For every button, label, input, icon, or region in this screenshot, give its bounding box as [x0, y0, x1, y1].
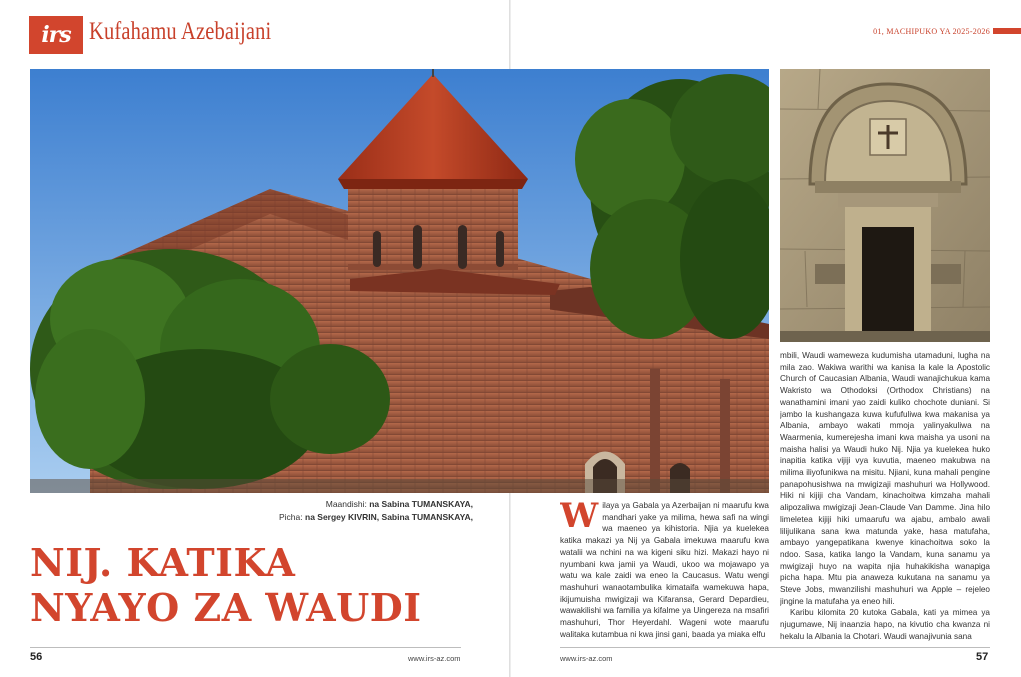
article-paragraph: Karibu kilomita 20 kutoka Gabala, kati ya mimea ya njugumawe, Nij inaanzia hapo, na kivutio cha kwanza ni hekalu la Albania la Chotari. Waudi wanajivunia sana	[780, 608, 990, 641]
issue-date: 01, MACHIPUKO YA 2025-2026	[873, 27, 990, 36]
irs-logo	[29, 16, 83, 54]
article-paragraph	[560, 500, 769, 640]
article-paragraph: mbili, Waudi wameweza kudumisha utamaduni, lugha na mila zao. Wakiwa warithi wa kanisa la kale la Apostolic Church of Caucasian Albania, Waudi wanajichukua kama Wakristo wa Othodoksi (Orthodox Christians) na wanathamini imani yao zaidi kuliko chochote duniani. Si jambo la kushangaza kuwa kufufuliwa kwa makanisa ya Albania, ambayo wakati mmoja yalinyakuliwa na Waarmenia, kumerejesha imani kwa maisha ya usoni na maisha halisi ya Waudi huko Nij. Njia ya kuelekea huko inapitia katika vijiji vya kuvutia, maeneo makubwa na milima iliyofunikwa na misitu. Njiani, kuna mahali pengine panapohusishwa na mwigizaji mashuhuri wa Hollywood. Hiki ni kijiji cha Vandam, kinachoitwa kimzaha mahali alipozaliwa mwigizaji Jean-Claude Van Damme. Jina hilo limeleteа kijiji hiki umaarufu wa ajabu, ambalo awali lilijulikana sana kwa matunda yake, hasa matufaha, ambayo yangepatikana kwenye kinachoitwa soko la ndoo. Sasa, katika lango la Vandam, kuna sanamu ya mwigizaji huyo na wapita njia huhakikisha wanapiga picha hapa. Mtu pia anaweza kukutana na sanamu ya Steve Jobs, mwanzilishi mashuhuri wa Apple – rejeleo jingine la matufaha ya eneo hili.	[780, 351, 990, 606]
article-text-col1: ilaya ya Gabala ya Azerbaijan ni maarufu kwa mandhari yake ya milima, hewa safi na wingi wa maeneo ya kihistoria. Njia ya kuelekea katika makazi ya Nij ya Gabala imekuwa maarufu kwa watalii wa nchini na wa kigeni siku hizi. Makazi hayo ni nyumbani kwa jamii ya Waudi, ukoo wa mojawapo ya watu wa kale zaidi wa eneo la Caucasus. Watu wengi mashuhuri wanaotambulika kimataifa wamekuwa hapa, ikijumuisha mwigizaji wa Kifaransa, Gerard Depardieu, wawakilishi wa familia ya kifalme ya Uingereza na msafiri mashuhuri, Thor Heyerdahl. Wageni wote maarufu walitaka kutambua ni kwa jinsi gani, baada ya miaka elfu	[560, 501, 769, 639]
headline-line-2: NYAYO ZA WAUDI	[30, 585, 422, 630]
carved-portal-photo	[780, 69, 990, 342]
page-number-right: 57	[976, 651, 989, 663]
footer-rule-left	[30, 647, 461, 648]
photo-names: na Sergey KIVRIN, Sabina TUMANSKAYA,	[305, 512, 473, 522]
church-photo	[30, 69, 769, 493]
page-number-left: 56	[30, 651, 43, 663]
article-column-1	[560, 500, 769, 646]
irs-logo-text: irs	[41, 22, 71, 48]
section-title: Kufahamu Azebaijani	[89, 18, 272, 45]
headline-line-1: NIJ. KATIKA	[30, 540, 296, 585]
author-names: na Sabina TUMANSKAYA,	[369, 499, 473, 509]
website-left: www.irs-az.com	[408, 654, 461, 663]
website-right: www.irs-az.com	[560, 654, 613, 663]
photo-credit	[200, 512, 473, 522]
author-credit	[200, 499, 473, 509]
header-accent-bar	[993, 28, 1021, 34]
photo-prefix: Picha:	[279, 512, 303, 522]
drop-cap: W	[560, 500, 599, 536]
article-column-2	[780, 350, 990, 646]
footer-rule-right	[560, 647, 990, 648]
author-prefix: Maandishi:	[325, 499, 367, 509]
